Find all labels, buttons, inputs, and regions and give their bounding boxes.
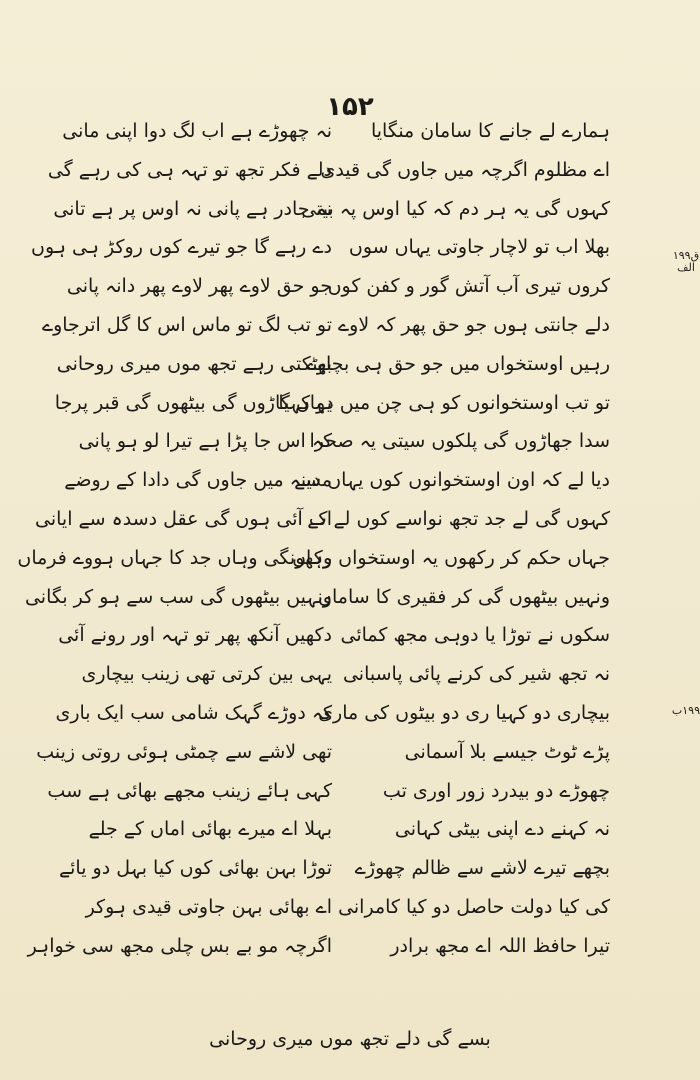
verse-line: دکھیں آنکھ پھر تو تہہ اور رونے آئی: [58, 624, 332, 647]
verse-line: بیچاری دو کہیا ری دو بیٹوں کی ماری: [318, 701, 610, 724]
verse-line: بچھے تیرے لاشے سے ظالم چھوڑے: [354, 857, 610, 880]
verse-line: اگرچہ مو بے بس چلی مجھ سی خواہر: [27, 934, 332, 957]
verse-line: یہاں گاڑوں گی بیٹھوں گی قبر پرجا: [54, 391, 332, 414]
verse-line: سکوں نے توڑا یا دوہی مجھ کمائی: [340, 624, 610, 647]
verse-line: اے بھائی بہن جاوتی قیدی ہوکر: [85, 895, 332, 918]
verse-line: تو تب لگ تو ماس اس کا گل اترجاوے: [41, 313, 332, 336]
verse-line: ہمارے لے جانے کا سامان منگایا: [370, 120, 610, 142]
verse-line: کروں تیری آب آتش گور و کفن کوں: [327, 275, 610, 298]
verse-line: کی کیا دولت حاصل دو کیا کامرانی: [338, 895, 610, 918]
verse-line: تو تب اوستخوانوں کو ہی چن میں دو کہیا: [278, 391, 610, 414]
verse-line: اب آئی ہوں گی عقل دسدہ سے ایانی: [35, 507, 332, 530]
verse-line: دے رہے گا جو تیرے کوں روکڑ ہی ہوں: [31, 236, 332, 259]
verse-line: نہ جادر ہے پانی نہ اوس پر ہے تانی: [53, 197, 332, 220]
verse-line: سدا جھاڑوں گی پلکوں سیتی یہ صحرا: [309, 430, 610, 453]
verse-line: کہی ہائے زینب مجھے بھائی ہے سب: [47, 779, 332, 802]
verse-line: دیا لے کہ اون اوستخوانوں کوں یہاں سے: [294, 469, 610, 492]
verse-line: چھوڑے دو بیدرد زور اوری تب: [382, 779, 610, 802]
verse-line: بھٹکتی رہے تجھ موں میری روحانی: [56, 352, 332, 375]
verse-line: تیرا حافظ اللہ اے مجھ برادر: [390, 934, 610, 957]
verse-line: کہ اس جا پڑا ہے تیرا لو ہو پانی: [78, 430, 332, 453]
verse-line: پڑے ٹوٹ جیسے بلا آسمانی: [404, 740, 610, 763]
verse-line: تھی لاشے سے چمٹی ہوئی روتی زینب: [36, 740, 332, 763]
verse-line: مدینہ میں جاوں گی دادا کے روضے: [64, 469, 332, 492]
verse-line: رہیں اوستخواں میں جو حق ہی بچاوے: [305, 352, 610, 375]
verse-line: کہوں گی لے جد تجھ نواسے کوں لے کے: [307, 507, 610, 530]
verse-line: کہوں گی یہ ہر دم کہ کیا اوس پہ بیتی: [301, 197, 610, 220]
verse-line: دلے جانتی ہوں جو حق پھر کہ لاوے: [338, 313, 610, 336]
right-verse-column: [278, 112, 610, 966]
verse-line: نہ کہنے دے اپنی بیٹی کہانی: [394, 818, 610, 841]
verse-line: بھلا اب تو لاچار جاوتی یہاں سوں: [348, 236, 610, 259]
verse-line: جو حق لاوے پھر لاوے پھر دانہ پانی: [66, 275, 332, 298]
verse-line: توڑا بہن بھائی کوں کیا بہل دو یائے: [58, 857, 332, 880]
left-verse-column: [17, 112, 332, 966]
verse-line: ونہیں بیٹھوں گی کر فقیری کا ساماں: [318, 585, 610, 608]
closing-verse-line: بسے گی دلے تجھ موں میری روحانی: [209, 1028, 491, 1050]
verse-line: نہ چھوڑے ہے اب لگ دوا اپنی مانی: [62, 120, 332, 142]
margin-note-folio-b: ۱۹۹ب: [671, 704, 700, 717]
verse-line: کہ دوڑے گہک شامی سب ایک باری: [55, 701, 332, 724]
verse-line: اے مظلوم اگرچہ میں جاوں گی قیدی: [320, 158, 610, 181]
verse-line: دلے فکر تجھ تو تہہ ہی کی رہے گی: [47, 158, 332, 181]
verse-line: یہی بین کرتی تھی زینب بیچاری: [81, 663, 332, 686]
margin-note-folio-a: ق۱۹۹ الف: [672, 249, 700, 274]
verse-line: ونہیں بیٹھوں گی سب سے ہو کر بگانی: [24, 585, 332, 608]
verse-line: بہلا اے میرے بھائی اماں کے جلے: [88, 818, 332, 841]
page-number: ۱۵۲: [326, 92, 374, 122]
verse-line: جہاں حکم کر رکھوں یہ اوستخواں وہاں: [292, 546, 610, 569]
verse-line: نہ تجھ شیر کی کرنے پائی پاسبانی: [342, 663, 610, 686]
verse-line: رکھونگی وہاں جد کا جہاں ہووے فرماں: [17, 546, 332, 569]
